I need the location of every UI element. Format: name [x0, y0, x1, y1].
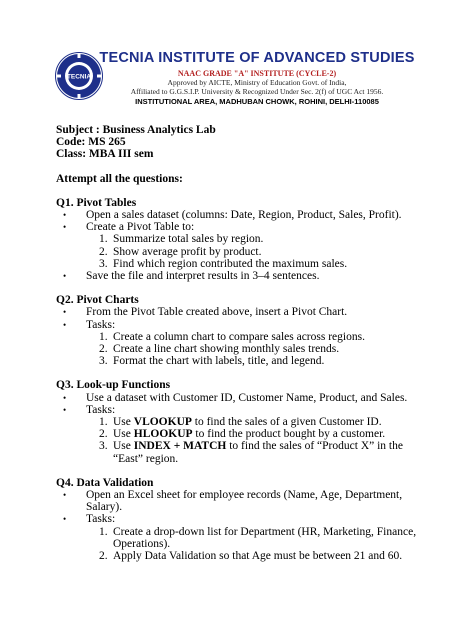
list-item: 1. Use VLOOKUP to find the sales of a given Customer ID. — [99, 416, 382, 429]
question-1 — [56, 197, 436, 282]
institute-address: INSTITUTIONAL AREA, MADHUBAN CHOWK, ROHINI, DELHI-110085 — [135, 97, 379, 106]
list-item: • From the Pivot Table created above, insert a Pivot Chart. — [56, 306, 436, 318]
list-item: • Create a Pivot Table to: — [56, 221, 436, 233]
logo-text: TECNIA — [66, 73, 92, 81]
question-4 — [56, 477, 436, 562]
list-item: 3. Format the chart with labels, title, and legend. — [99, 355, 325, 368]
subject-line: Subject : Business Analytics Lab — [56, 124, 216, 136]
institute-name: TECNIA INSTITUTE OF ADVANCED STUDIES — [99, 50, 415, 66]
question-title: Q3. Look-up Functions — [56, 379, 171, 392]
list-item: 1. Create a column chart to compare sales across regions. — [99, 330, 365, 343]
question-2 — [56, 294, 436, 367]
code-line: Code: MS 265 — [56, 136, 126, 149]
class-line: Class: MBA III sem — [56, 148, 154, 161]
list-item: • Open an Excel sheet for employee records (Name, Age, Department, Salary). — [56, 489, 436, 513]
question-title: Q2. Pivot Charts — [56, 294, 139, 307]
naac-grade: NAAC GRADE "A" INSTITUTE (CYCLE-2) — [177, 69, 337, 78]
question-3 — [56, 379, 436, 464]
list-item: 3. Find which region contributed the maximum sales. — [99, 257, 348, 270]
list-item: • Use a dataset with Customer ID, Customer Name, Product, and Sales. — [56, 392, 436, 404]
list-item: • Save the file and interpret results in 3–4 sentences. — [56, 270, 436, 282]
list-item: 3. Use INDEX + MATCH to find the sales of “Product X” in the “East” region. — [99, 440, 403, 465]
list-item: 2. Use HLOOKUP to find the product bought by a customer. — [99, 428, 386, 441]
list-item: • Tasks: — [56, 319, 436, 331]
list-item: • Tasks: — [56, 513, 436, 525]
instruction: Attempt all the questions: — [56, 172, 183, 185]
question-title: Q4. Data Validation — [56, 476, 154, 489]
list-item: • Tasks: — [56, 404, 436, 416]
assignment-body — [56, 124, 436, 562]
list-item: 1. Summarize total sales by region. — [99, 233, 264, 246]
list-item: 2. Apply Data Validation so that Age must be between 21 and 60. — [99, 550, 403, 563]
affiliation-line: Affiliated to G.G.S.I.P. University & Recognized Under Sec. 2(f) of UGC Act 1956. — [130, 87, 384, 96]
list-item: • Open a sales dataset (columns: Date, Region, Product, Sales, Profit). — [56, 209, 436, 221]
list-item: 2. Show average profit by product. — [99, 245, 262, 258]
letterhead — [0, 44, 474, 112]
list-item: 1. Create a drop-down list for Department (HR, Marketing, Finance, Operations). — [99, 525, 417, 550]
list-item: 2. Create a line chart showing monthly sales trends. — [99, 343, 340, 356]
approval-line: Approved by AICTE, Ministry of Education Govt. of India, — [167, 78, 347, 87]
question-title: Q1. Pivot Tables — [56, 196, 137, 209]
